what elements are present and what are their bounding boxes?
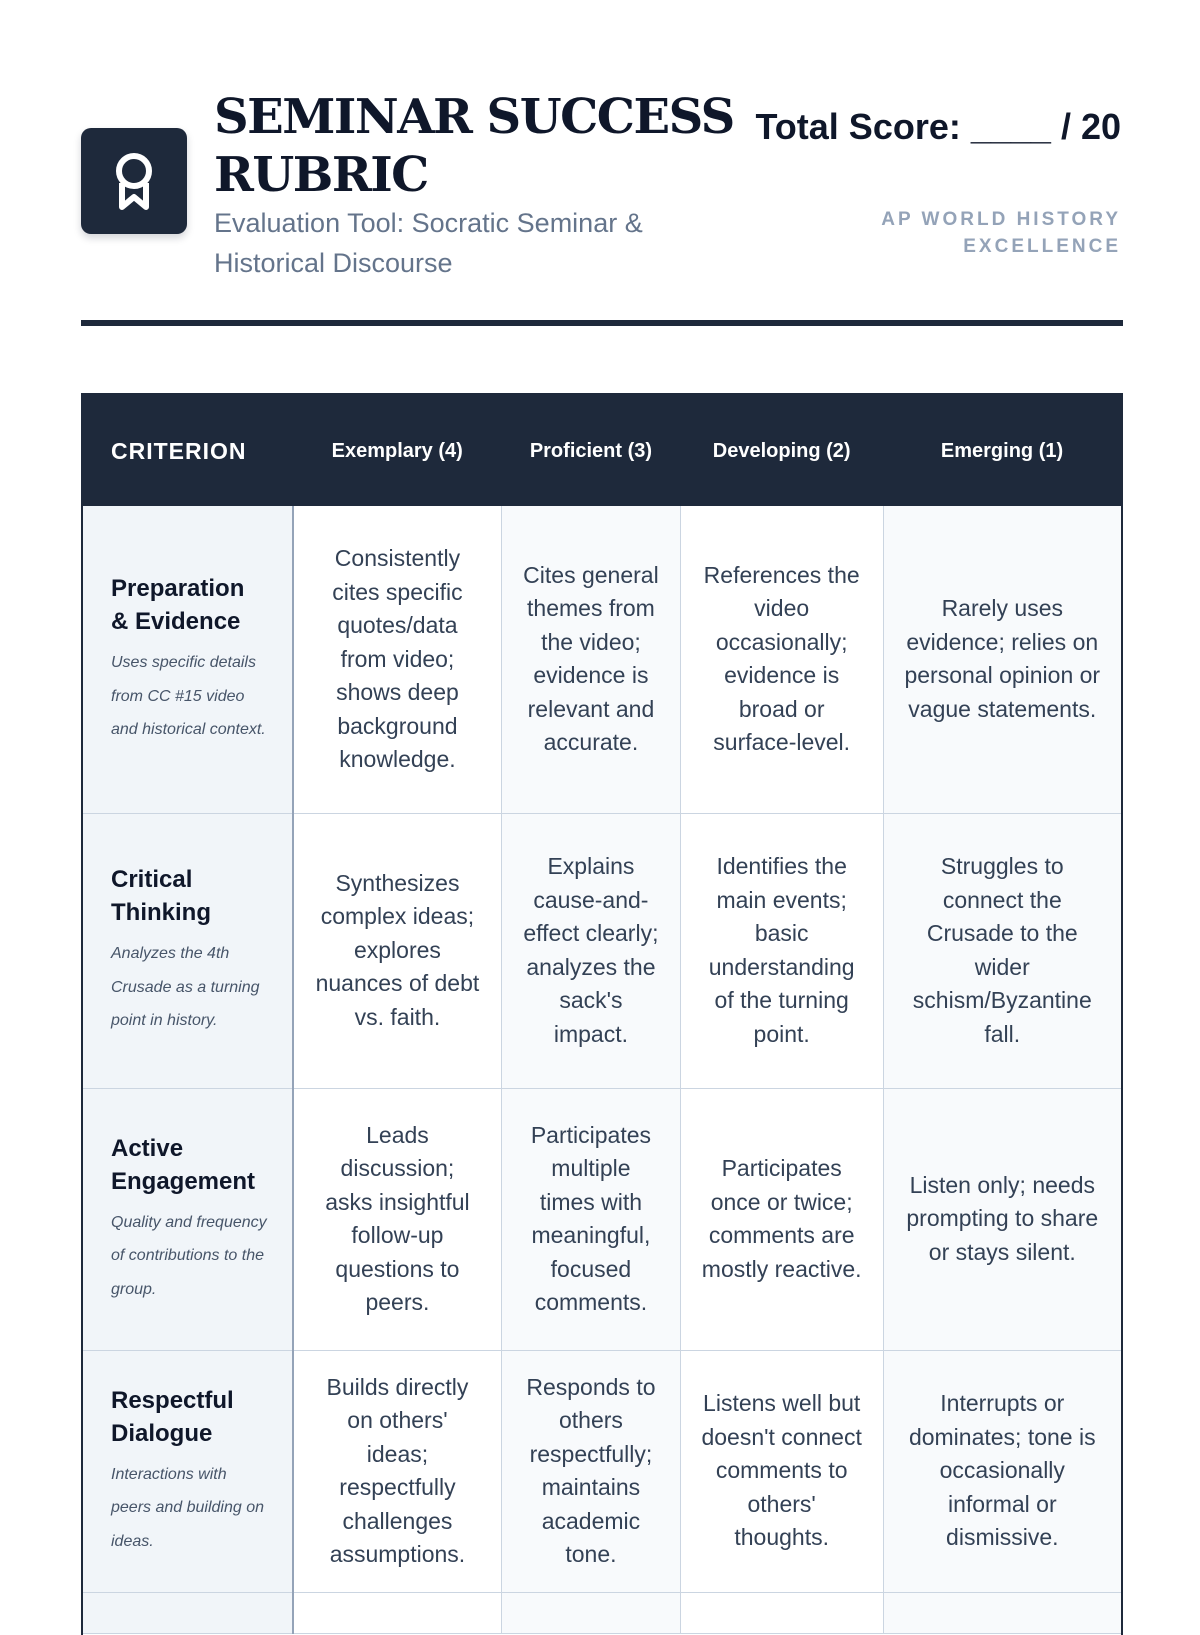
criterion-name: Respectful Dialogue: [111, 1386, 234, 1447]
rubric-cell: Synthesizes complex ideas; explores nuances of debt vs. faith.: [293, 813, 502, 1088]
rubric-cell: Cites general themes from the video; evidence is relevant and accurate.: [502, 506, 681, 813]
rubric-cell: [502, 1592, 681, 1633]
table-row: [83, 1350, 1121, 1592]
criterion-cell: [83, 1592, 293, 1633]
column-header-exemplary: Exemplary (4): [293, 395, 502, 506]
rubric-cell: Identifies the main events; basic understanding of the turning point.: [680, 813, 883, 1088]
table-row: [83, 506, 1121, 813]
rubric-cell: Struggles to connect the Crusade to the wider schism/Byzantine fall.: [883, 813, 1121, 1088]
table-row: [83, 1088, 1121, 1350]
table-row: [83, 1592, 1121, 1633]
rubric-cell: Responds to others respectfully; maintains academic tone.: [502, 1350, 681, 1592]
course-label: AP WORLD HISTORY EXCELLENCE: [881, 209, 1121, 257]
rubric-cell: Listen only; needs prompting to share or stays silent.: [883, 1088, 1121, 1350]
rubric-cell: [883, 1592, 1121, 1633]
rubric-cell: Participates once or twice; comments are mostly reactive.: [680, 1088, 883, 1350]
criterion-cell: [83, 506, 293, 813]
table-header-row: [83, 395, 1121, 506]
column-header-developing: Developing (2): [680, 395, 883, 506]
criterion-description: Analyzes the 4th Crusade as a turning point in history.: [111, 945, 260, 1030]
criterion-name: Preparation & Evidence: [111, 575, 245, 635]
criterion-name: Critical Thinking: [111, 866, 211, 927]
rubric-header: [81, 88, 1121, 328]
page-title: SEMINAR SUCCESS RUBRIC: [214, 89, 734, 203]
criterion-name: Active Engagement: [111, 1134, 256, 1195]
rubric-cell: Consistently cites specific quotes/data from video; shows deep background knowledge.: [293, 506, 502, 813]
rubric-cell: References the video occasionally; evidence is broad or surface-level.: [680, 506, 883, 813]
header-divider: [81, 320, 1123, 326]
column-header-criterion: CRITERION: [83, 395, 293, 506]
rubric-cell: [680, 1592, 883, 1633]
award-ribbon-icon: [81, 128, 187, 234]
criterion-description: Uses specific details from CC #15 video and historical context.: [111, 654, 266, 738]
rubric-cell: Builds directly on others' ideas; respectfully challenges assumptions.: [293, 1350, 502, 1592]
criterion-cell: [83, 1088, 293, 1350]
rubric-table: [81, 393, 1123, 1635]
rubric-cell: Explains cause-and-effect clearly; analyzes the sack's impact.: [502, 813, 681, 1088]
rubric-cell: Rarely uses evidence; relies on personal opinion or vague statements.: [883, 506, 1121, 813]
rubric-cell: Interrupts or dominates; tone is occasionally informal or dismissive.: [883, 1350, 1121, 1592]
criterion-cell: [83, 1350, 293, 1592]
page-subtitle: Evaluation Tool: Socratic Seminar & Historical Discourse: [214, 208, 643, 278]
rubric-cell: Participates multiple times with meaningful, focused comments.: [502, 1088, 681, 1350]
rubric-cell: [293, 1592, 502, 1633]
criterion-cell: [83, 813, 293, 1088]
rubric-cell: Leads discussion; asks insightful follow-up questions to peers.: [293, 1088, 502, 1350]
criterion-description: Interactions with peers and building on ideas.: [111, 1465, 265, 1550]
criterion-description: Quality and frequency of contributions to the group.: [111, 1213, 267, 1298]
rubric-cell: Listens well but doesn't connect comments to others' thoughts.: [680, 1350, 883, 1592]
column-header-proficient: Proficient (3): [502, 395, 681, 506]
column-header-emerging: Emerging (1): [883, 395, 1121, 506]
table-row: [83, 813, 1121, 1088]
total-score-field: Total Score: ____ / 20: [755, 106, 1121, 147]
